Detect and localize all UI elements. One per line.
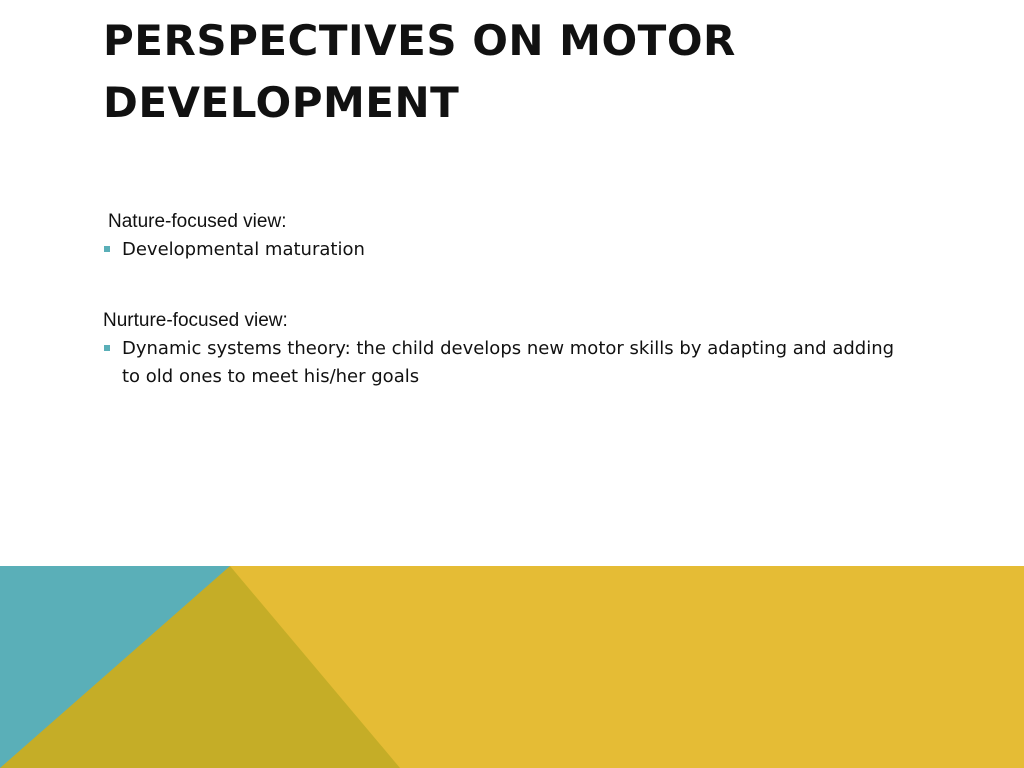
section-heading-nature: Nature-focused view: — [108, 211, 287, 232]
bullet-list-nature — [103, 236, 903, 264]
list-item-text: Dynamic systems theory: the child develops new motor skills by adapting and adding to old ones to meet his/her goals — [122, 338, 895, 387]
section-heading-nurture: Nurture-focused view: — [103, 310, 288, 331]
spacer — [103, 264, 903, 307]
slide-title: PERSPECTIVES ON MOTOR DEVELOPMENT — [103, 16, 736, 127]
list-item-text: Developmental maturation — [122, 239, 365, 260]
square-bullet-icon — [104, 246, 110, 252]
bullet-list-nurture — [103, 335, 903, 391]
square-bullet-icon — [104, 345, 110, 351]
slide-body — [103, 208, 903, 391]
decorative-band — [0, 566, 1024, 768]
list-item — [103, 335, 903, 391]
list-item — [103, 236, 903, 264]
